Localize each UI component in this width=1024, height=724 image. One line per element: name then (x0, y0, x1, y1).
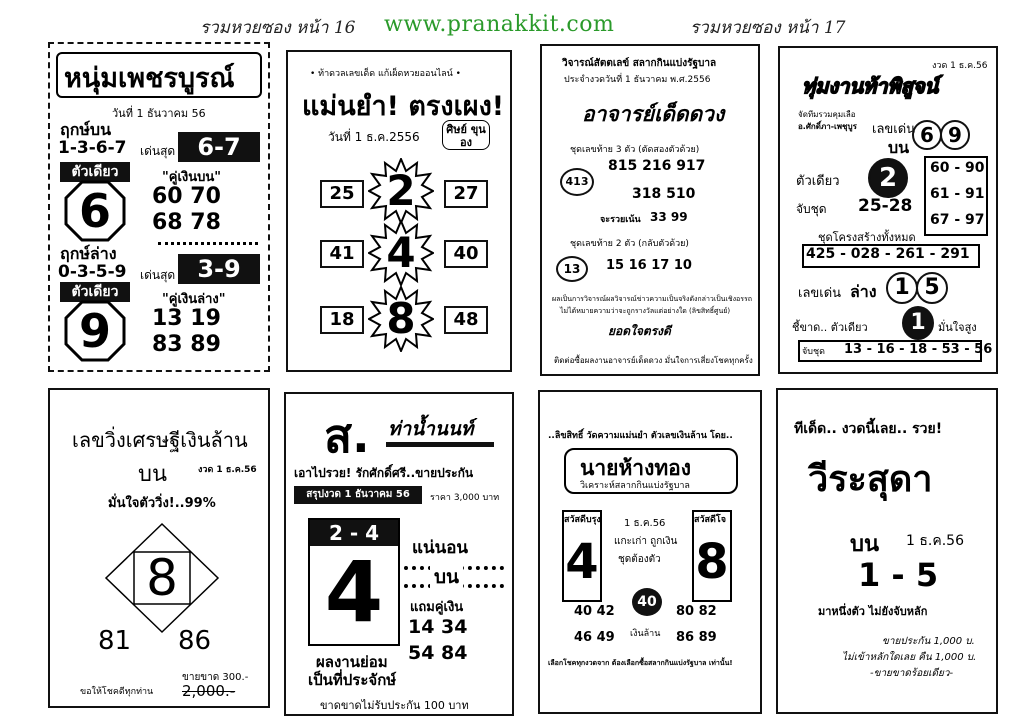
panel-date: วันที่ 1 ธ.ค.2556 (328, 130, 420, 144)
side-pair: 60 - 90 (930, 160, 985, 176)
big-digit: 8 (695, 534, 729, 590)
single-label: ตัวเดียว (60, 162, 130, 182)
single-label: ตัวเดียว (796, 174, 840, 189)
set2-row: 15 16 17 10 (606, 258, 692, 273)
mid-text: เงินล้าน (630, 629, 661, 639)
set-label: จับชุด (796, 202, 827, 216)
panel-top: ทีเด็ด.. งวดนี้เลย.. รวย! (794, 421, 943, 437)
page-header-right: รวมหวยซอง หน้า 17 (690, 18, 846, 38)
struct-value: 425 - 028 - 261 - 291 (806, 246, 970, 262)
circled-number: 9 (940, 120, 970, 150)
panel-date: วันที่ 1 ธันวาคม 56 (112, 107, 206, 120)
author-line: จัดทีมรวมคุมเลือ (798, 110, 856, 119)
sure-label: แน่นอน (412, 538, 469, 558)
panel-title: นายห้างทอง (580, 456, 692, 480)
note-line: ไม่ได้หมายความว่าจะถูกรางวัลแต่อย่างใด (ลิขสิทธิ์ศูนย์) (560, 307, 731, 315)
site-url[interactable]: www.pranakkit.com (384, 12, 615, 37)
pair-row: 80 82 (676, 604, 717, 619)
circled-number: 413 (560, 168, 594, 196)
guarantee-line: -ขายขาดร้อยเดียว- (870, 668, 954, 679)
slogan: เอาไปรวย! รักศักดิ์ศรี..ขายประกัน (294, 466, 474, 480)
claim-line: เป็นที่ประจักษ์ (308, 671, 397, 689)
highlight-label: เด่นสุด (140, 268, 176, 282)
top-label: เลขเด่น (872, 122, 916, 137)
panel-date: งวด 1 ธ.ค.56 (932, 61, 988, 71)
set3-row: 318 510 (632, 186, 696, 202)
panel-date: 1 ธ.ค.56 (906, 533, 964, 549)
price-label: ขายขาด 300.- (182, 672, 249, 683)
panel-date: 1 ธ.ค.56 (624, 518, 666, 529)
panel-nai-hang-thong (538, 390, 762, 714)
footer-line: ขาดขาดไม่รับประกัน 100 บาท (320, 699, 469, 712)
old-price: 2,000.- (182, 682, 236, 700)
brand: ยอดใจตรงดี (608, 324, 671, 338)
author-line: อ.ศักดิ์ภา-เพชุบูร (798, 122, 857, 131)
highlight-value: 3-9 (178, 254, 260, 284)
bottom-numbers: 0-3-5-9 (58, 262, 127, 282)
highlight-label: เด่นสุด (140, 144, 176, 158)
panel-title-big: ส. (324, 409, 370, 463)
pair-row: 83 89 (152, 332, 221, 357)
big-digit: 4 (324, 543, 384, 641)
pin-tail: มั่นใจสูง (938, 321, 977, 334)
panel-title: หนุ่มเพชรบูรณ์ (64, 63, 235, 94)
divider (158, 242, 258, 245)
position-word: บน (430, 562, 463, 592)
side-tag: สวัสดีโจ (694, 515, 726, 525)
panel-date: ประจำงวดวันที่ 1 ธันวาคม พ.ศ.2556 (564, 75, 711, 85)
pair-label: "คู่เงินบน" (162, 170, 222, 185)
circled-number: 5 (916, 272, 948, 304)
single-digit: 9 (78, 304, 111, 358)
pair-row: 86 89 (676, 630, 717, 645)
big-digit: 4 (565, 534, 599, 590)
mid-text: ชุดต้องตัว (618, 554, 661, 565)
bottom-label: เลขเด่น (798, 286, 842, 301)
center-digit: 8 (146, 549, 178, 607)
panel-num-phetchabun (48, 42, 270, 372)
top-label: ฤกษ์บน (60, 120, 112, 139)
set3-label: ชุดเลขท้าย 3 ตัว (ตัดสองตัวด้วย) (570, 145, 700, 155)
side-pair: 67 - 97 (930, 212, 985, 228)
extra-pair: 54 84 (408, 642, 468, 664)
note-line: ผลเป็นการวิจารณ์ผลวิจารณ์ข่าวความเป็นจริงดังกล่าวเป็นเชิงอรรถ (552, 295, 752, 303)
panel-title: วีระสุดา (808, 459, 933, 500)
underline (386, 442, 494, 447)
sure-value: 33 99 (650, 210, 688, 224)
panel-subtitle: • ท้าดวลเลขเด็ด แก้เผ็ดหวยออนไลน์ • (310, 69, 461, 79)
footer-line: เลือกโชคทุกงวดจาก ต้องเลือกซื้อสลากกินแบ่งรัฐบาล เท่านั้น! (548, 659, 733, 667)
pin-digit: 1 (902, 306, 934, 340)
center-digit: 8 (386, 294, 416, 343)
mid-text: แกะเก่า ถูกเงิน (614, 536, 678, 547)
circled-number: 13 (556, 256, 588, 282)
panel-title: ทุ่มงานท้าพิสูจน์ (802, 74, 939, 98)
panel-subtitle: วิเคราะห์สลากกินแบ่งรัฐบาล (580, 481, 690, 491)
circled-number: 6 (912, 120, 942, 150)
panel-date: งวด 1 ธ.ค.56 (198, 465, 257, 475)
number-box: 41 (320, 240, 364, 268)
panel-title: เลขวิ่งเศรษฐีเงินล้าน (72, 428, 248, 452)
panel-title: อาจารย์เด็ดดวง (582, 102, 725, 126)
side-pair: 61 - 91 (930, 186, 985, 202)
pair-label: "คู่เงินล่าง" (162, 292, 226, 307)
center-digit: 2 (386, 166, 416, 215)
set2-label: ชุดเลขท้าย 2 ตัว (กลับตัวด้วย) (570, 239, 689, 249)
claim-line: ผลงานย่อม (316, 653, 388, 671)
panel-top: วิจารณ์สัตตเลข์ สลากกินแบ่งรัฐบาล (562, 58, 717, 69)
final-label: จับชุด (802, 347, 825, 357)
circled-number: 1 (886, 272, 918, 304)
panel-proof-challenge (778, 46, 998, 374)
author-stamp: ศิษย์ ขุนอง (442, 120, 490, 150)
set-value: 25-28 (858, 196, 913, 216)
center-number: 40 (632, 588, 662, 616)
set3-row: 815 216 917 (608, 158, 706, 174)
pin-label: ชี้ขาด.. ตัวเดียว (792, 321, 868, 334)
number-box: 40 (444, 240, 488, 268)
note-line: มาหนึ่งตัว ไม่ยังจับหลัก (818, 605, 928, 618)
position-word: บน (850, 532, 880, 557)
number-box: 18 (320, 306, 364, 334)
pair-row: 40 42 (574, 604, 615, 619)
page-header-left: รวมหวยซอง หน้า 16 (200, 18, 356, 38)
panel-title: แม่นยำ! ตรงเผง! (302, 91, 505, 122)
struct-label: ชุดโครงสร้างทั้งหมด (818, 231, 916, 244)
top-numbers: 1-3-6-7 (58, 138, 127, 158)
side-tag: สวัสดีบรุง (564, 515, 601, 525)
panel-title: ท่าน้ำนนท์ (388, 418, 474, 440)
single-label: ตัวเดียว (60, 282, 130, 302)
pair-row: 46 49 (574, 630, 615, 645)
number-box: 27 (444, 180, 488, 208)
side-number: 86 (178, 626, 212, 656)
confidence-text: มั่นใจตัววิ่ง!..99% (108, 496, 216, 511)
single-digit: 6 (78, 184, 111, 238)
panel-achan-detduang (540, 44, 760, 376)
panel-tha-nam-non (284, 392, 514, 716)
top-word: บน (888, 138, 910, 157)
extra-pair: 14 34 (408, 616, 468, 638)
blessing: ขอให้โชคดีทุกท่าน (80, 687, 154, 697)
pair-row: 68 78 (152, 210, 221, 235)
bottom-label: ฤกษ์ล่าง (60, 244, 117, 263)
price-label: ราคา 3,000 บาท (430, 493, 500, 503)
panel-millionaire-runner (48, 388, 270, 708)
side-number: 81 (98, 626, 132, 656)
pair-banner: 2 - 4 (310, 520, 398, 546)
panel-weerasuda (776, 388, 998, 714)
bottom-word: ล่าง (850, 282, 877, 301)
extra-label: แถมคู่เงิน (410, 600, 464, 615)
pair-row: 60 70 (152, 184, 221, 209)
panel-accurate (286, 50, 512, 372)
footer-line: ติดต่อซื้อผลงานอาจารย์เด็ดดวง มั่นใจการเสี่ยงโชคทุกครั้ง (554, 356, 753, 365)
number-box: 25 (320, 180, 364, 208)
guarantee-line: ไม่เข้าหลักใดเลย คืน 1,000 บ. (842, 652, 977, 663)
final-value: 13 - 16 - 18 - 53 - 56 (844, 342, 993, 357)
position-word: บน (138, 462, 168, 487)
main-value: 1 - 5 (858, 556, 939, 594)
center-digit: 4 (386, 228, 416, 277)
guarantee-line: ขายประกัน 1,000 บ. (882, 636, 975, 647)
single-digit: 2 (868, 158, 908, 198)
pair-row: 13 19 (152, 306, 221, 331)
number-box: 48 (444, 306, 488, 334)
panel-top: ..ลิขสิทธิ์ วัดความแม่นยำ ตัวเลขเงินล้าน โดย.. (548, 431, 733, 441)
highlight-value: 6-7 (178, 132, 260, 162)
summary-label: สรุปงวด 1 ธันวาคม 56 (294, 486, 422, 504)
sure-label: จะรวยเน้น (600, 215, 641, 225)
